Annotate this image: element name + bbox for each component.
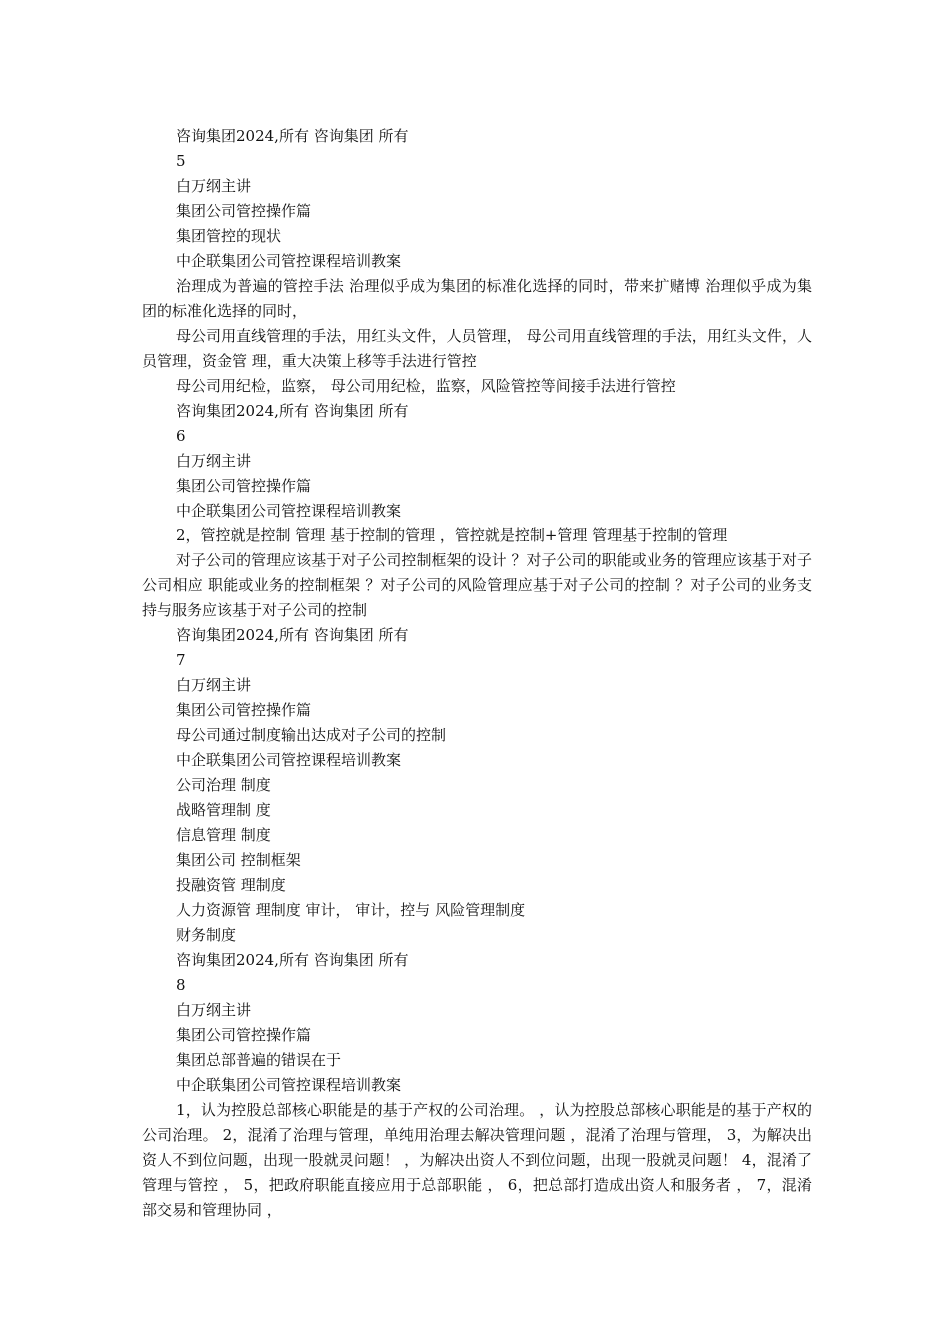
list-item: 投融资管 理制度 bbox=[176, 876, 286, 894]
page-number: 5 bbox=[176, 152, 186, 170]
copyright-line: 咨询集团2024,所有 咨询集团 所有 bbox=[176, 951, 409, 969]
lecturer-line: 白万纲主讲 bbox=[176, 177, 252, 195]
slide-heading: 集团管控的现状 bbox=[176, 227, 282, 245]
course-title: 中企联集团公司管控课程培训教案 bbox=[176, 1076, 402, 1094]
body-paragraph: 治理成为普遍的管控手法 治理似乎成为集团的标准化选择的同时，带来扩赌博 治理似乎成为集团的标准化选择的同时， bbox=[142, 277, 812, 320]
body-paragraph: 母公司用直线管理的手法，用红头文件，人员管理， 母公司用直线管理的手法，用红头文件，人员管理，资金管 理，重大决策上移等手法进行管控 bbox=[142, 327, 812, 370]
lecturer-line: 白万纲主讲 bbox=[176, 676, 252, 694]
list-item: 集团公司 控制框架 bbox=[176, 851, 301, 869]
list-item: 战略管理制 度 bbox=[176, 801, 271, 819]
slide-heading: 母公司通过制度输出达成对子公司的控制 bbox=[176, 726, 447, 744]
course-title: 中企联集团公司管控课程培训教案 bbox=[176, 751, 402, 769]
page-number: 8 bbox=[176, 976, 186, 994]
page-number: 6 bbox=[176, 427, 186, 445]
copyright-line: 咨询集团2024,所有 咨询集团 所有 bbox=[176, 626, 409, 644]
body-line: 2，管控就是控制 管理 基于控制的管理 ，管控就是控制+管理 管理基于控制的管理 bbox=[176, 526, 728, 544]
list-item: 财务制度 bbox=[176, 926, 237, 944]
section-title: 集团公司管控操作篇 bbox=[176, 701, 312, 719]
list-item: 信息管理 制度 bbox=[176, 826, 271, 844]
lecturer-line: 白万纲主讲 bbox=[176, 1001, 252, 1019]
section-title: 集团公司管控操作篇 bbox=[176, 477, 312, 495]
body-paragraph: 1，认为控股总部核心职能是的基于产权的公司治理。 ，认为控股总部核心职能是的基于产权的公司治理。 2，混淆了治理与管理，单纯用治理去解决管理问题 ，混淆了治理与管理， 3，为解决出资人不到位问题，出现一股就灵问题！ ，为解决出资人不到位问题，出现一股就灵问题！ 4，混淆了管理与管控 ， 5，把政府职能直接应用于总部职能 ， 6，把总部打造成出资人和服务者 ， 7，混淆部交易和管理协同 ， bbox=[142, 1101, 812, 1219]
slide-heading: 集团总部普遍的错误在于 bbox=[176, 1051, 342, 1069]
body-paragraph: 对子公司的管理应该基于对子公司控制框架的设计 ？对子公司的职能或业务的管理应该基于对子公司相应 职能或业务的控制框架 ？对子公司的风险管理应基于对子公司的控制 ？对子公司的业务支持与服务应该基于对子公司的控制 bbox=[142, 551, 812, 619]
list-item: 人力资源管 理制度 审计， 审计，控与 风险管理制度 bbox=[176, 901, 526, 919]
page-number: 7 bbox=[176, 651, 186, 669]
copyright-line: 咨询集团2024,所有 咨询集团 所有 bbox=[176, 127, 409, 145]
course-title: 中企联集团公司管控课程培训教案 bbox=[176, 252, 402, 270]
body-line: 母公司用纪检，监察， 母公司用纪检，监察，风险管控等间接手法进行管控 bbox=[176, 377, 676, 395]
list-item: 公司治理 制度 bbox=[176, 776, 271, 794]
section-title: 集团公司管控操作篇 bbox=[176, 1026, 312, 1044]
course-title: 中企联集团公司管控课程培训教案 bbox=[176, 502, 402, 520]
copyright-line: 咨询集团2024,所有 咨询集团 所有 bbox=[176, 402, 409, 420]
lecturer-line: 白万纲主讲 bbox=[176, 452, 252, 470]
section-title: 集团公司管控操作篇 bbox=[176, 202, 312, 220]
